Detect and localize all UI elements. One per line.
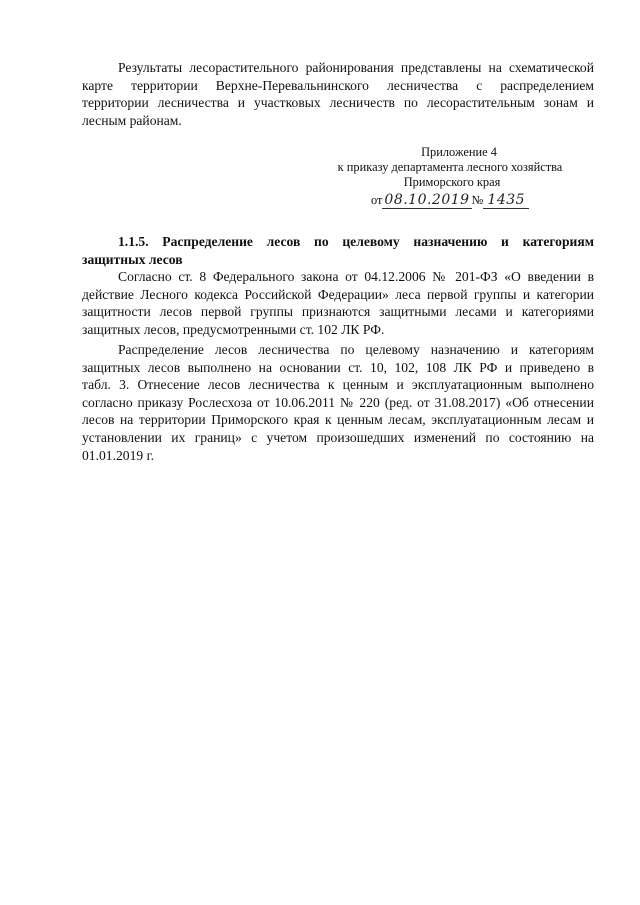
paragraph-line: действие Лесного кодекса Российской Федерации» леса первой группы и категории xyxy=(82,286,594,302)
date-prefix: от xyxy=(370,192,383,207)
section-heading-line: защитных лесов xyxy=(82,251,183,267)
appendix-block xyxy=(300,145,600,208)
paragraph-line: защитных лесов выполнено на основании ст. 10, 102, 108 ЛК РФ и приведено в xyxy=(82,359,594,375)
paragraph-line: лесов на территории Приморского края к ценным лесам, эксплуатационным лесам и xyxy=(82,412,594,428)
paragraph-line: защитности лесов первой группы признаются защитными лесами и категориями xyxy=(82,304,594,320)
date-signature xyxy=(371,193,529,208)
intro-paragraph xyxy=(82,59,594,129)
appendix-line: к приказу департамента лесного хозяйства xyxy=(337,160,563,175)
appendix-date-line xyxy=(300,193,600,208)
handwritten-date: 08.10.2019 xyxy=(384,191,470,208)
paragraph-line: Согласно ст. 8 Федерального закона от 04.12.2006 № 201-ФЗ «О введении в xyxy=(118,269,594,284)
paragraph-line: защитных лесов, предусмотренными ст. 102 ЛК РФ. xyxy=(82,321,385,337)
paragraph-law xyxy=(82,268,594,338)
paragraph-distribution xyxy=(82,341,594,464)
paragraph-line: 01.01.2019 г. xyxy=(82,447,155,463)
intro-line: Результаты лесорастительного районирования представлены на схематической xyxy=(118,60,594,75)
number-prefix: № xyxy=(471,192,484,207)
paragraph-line: Распределение лесов лесничества по целевому назначению и категориям xyxy=(118,342,594,357)
handwritten-number: 1435 xyxy=(483,192,529,209)
section-heading xyxy=(82,233,594,268)
intro-line: карте территории Верхне-Перевальнинского лесничества с распределением xyxy=(82,77,594,93)
appendix-line: Приморского края xyxy=(403,175,501,190)
paragraph-line: согласно приказу Рослесхоза от 10.06.2011 № 220 (ред. от 31.08.2017) «Об отнесении xyxy=(82,394,594,410)
intro-line: территории лесничества и участковых лесничеств по лесорастительным зонам и xyxy=(82,95,594,111)
appendix-title: Приложение 4 xyxy=(421,145,497,159)
paragraph-line: установлении их границ» с учетом произошедших изменений по состоянию на xyxy=(82,429,594,445)
section-heading-line: 1.1.5. Распределение лесов по целевому назначению и категориям xyxy=(118,234,594,249)
paragraph-line: табл. 3. Отнесение лесов лесничества к ценным и эксплуатационным выполнено xyxy=(82,377,594,393)
intro-line: лесным районам. xyxy=(82,112,182,128)
